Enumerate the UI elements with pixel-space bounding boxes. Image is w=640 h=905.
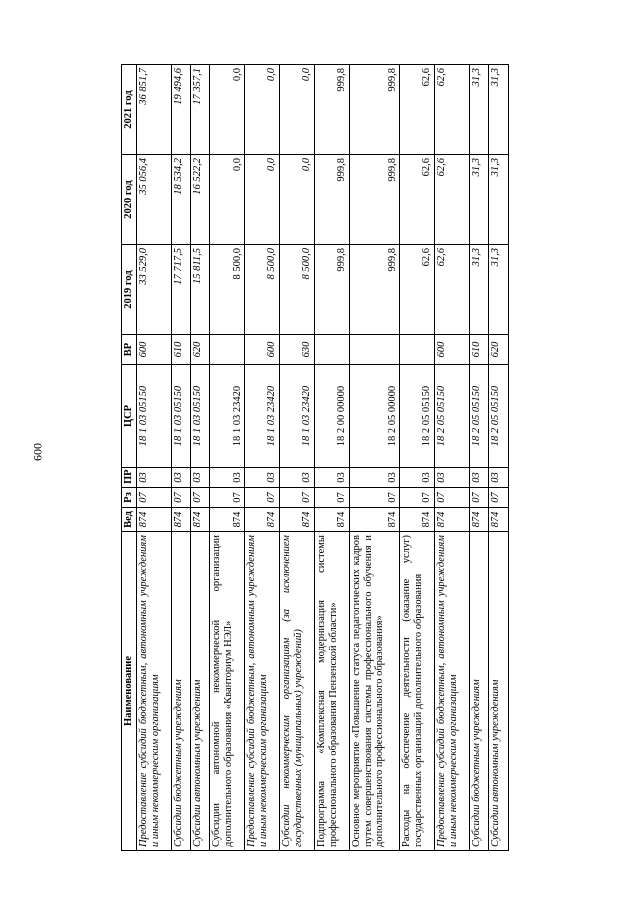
- row-2020: 62,6: [400, 155, 435, 245]
- row-rz: 07: [470, 488, 489, 508]
- header-pr: ПР: [122, 468, 137, 488]
- row-ved: 874: [489, 508, 509, 532]
- row-pr: 03: [349, 468, 399, 488]
- table-row: [171, 65, 190, 851]
- row-2020: 0,0: [245, 155, 280, 245]
- row-rz: 07: [280, 488, 315, 508]
- row-2020: 0,0: [280, 155, 315, 245]
- row-2021: 999,8: [349, 65, 399, 155]
- row-2021: 31,3: [470, 65, 489, 155]
- row-ved: 874: [470, 508, 489, 532]
- row-csr: 18 1 03 23420: [210, 365, 245, 468]
- row-csr: 18 2 05 05150: [435, 365, 470, 468]
- row-ved: 874: [191, 508, 210, 532]
- row-vr: 620: [191, 335, 210, 365]
- row-csr: 18 1 03 23420: [280, 365, 315, 468]
- row-2020: 0,0: [210, 155, 245, 245]
- row-rz: 07: [435, 488, 470, 508]
- table-row: [489, 65, 509, 851]
- row-rz: 07: [245, 488, 280, 508]
- row-name: Субсидии автономным учреждениям: [489, 532, 509, 851]
- row-vr: [349, 335, 399, 365]
- row-2019: 31,3: [470, 245, 489, 335]
- table-row: [349, 65, 399, 851]
- row-2019: 999,8: [315, 245, 350, 335]
- row-2020: 999,8: [349, 155, 399, 245]
- row-rz: 07: [315, 488, 350, 508]
- row-2019: 999,8: [349, 245, 399, 335]
- row-name: Расходы на обеспечение деятельности (оказание услуг) государственных организаций дополнительного образования: [400, 532, 435, 851]
- row-vr: 610: [470, 335, 489, 365]
- header-2020: 2020 год: [122, 155, 137, 245]
- row-ved: 874: [315, 508, 350, 532]
- budget-table-container: [121, 65, 509, 851]
- row-pr: 03: [245, 468, 280, 488]
- row-csr: 18 2 05 05150: [489, 365, 509, 468]
- header-2019: 2019 год: [122, 245, 137, 335]
- row-vr: 620: [489, 335, 509, 365]
- row-name: Субсидии бюджетным учреждениям: [470, 532, 489, 851]
- row-pr: 03: [489, 468, 509, 488]
- row-name: Подпрограмма «Комплексная модернизация системы профессионального образования Пензенской области»: [315, 532, 350, 851]
- row-pr: 03: [435, 468, 470, 488]
- row-ved: 874: [210, 508, 245, 532]
- row-2019: 62,6: [400, 245, 435, 335]
- row-2020: 16 522,2: [191, 155, 210, 245]
- row-pr: 03: [136, 468, 171, 488]
- row-pr: 03: [280, 468, 315, 488]
- row-csr: 18 1 03 05150: [191, 365, 210, 468]
- row-ved: 874: [435, 508, 470, 532]
- row-csr: 18 2 00 00000: [315, 365, 350, 468]
- row-csr: 18 1 03 05150: [136, 365, 171, 468]
- row-vr: 600: [136, 335, 171, 365]
- row-2021: 36 851,7: [136, 65, 171, 155]
- row-rz: 07: [349, 488, 399, 508]
- row-2021: 62,6: [400, 65, 435, 155]
- header-ved: Вед: [122, 508, 137, 532]
- row-pr: 03: [400, 468, 435, 488]
- table-header-row: [122, 65, 137, 851]
- page-number: 600: [30, 443, 45, 461]
- row-name: Субсидии автономной некоммерческой организации дополнительного образования «Кванториум НЭЛ»: [210, 532, 245, 851]
- row-csr: 18 2 05 05150: [470, 365, 489, 468]
- budget-table: [121, 64, 509, 851]
- table-row: [210, 65, 245, 851]
- row-2019: 15 811,5: [191, 245, 210, 335]
- row-2020: 18 534,2: [171, 155, 190, 245]
- row-2021: 17 357,1: [191, 65, 210, 155]
- row-ved: 874: [349, 508, 399, 532]
- row-2021: 62,6: [435, 65, 470, 155]
- header-rz: Рз: [122, 488, 137, 508]
- header-vr: ВР: [122, 335, 137, 365]
- row-rz: 07: [191, 488, 210, 508]
- row-vr: 630: [280, 335, 315, 365]
- row-2020: 999,8: [315, 155, 350, 245]
- row-vr: [210, 335, 245, 365]
- table-row: [136, 65, 171, 851]
- row-name: Субсидии бюджетным учреждениям: [171, 532, 190, 851]
- row-rz: 07: [489, 488, 509, 508]
- row-csr: 18 2 05 05150: [400, 365, 435, 468]
- row-rz: 07: [210, 488, 245, 508]
- header-name: Наименование: [122, 532, 137, 851]
- row-2019: 31,3: [489, 245, 509, 335]
- row-name: Субсидии некоммерческим организациям (за исключением государственных (муниципальных) учреждений): [280, 532, 315, 851]
- row-ved: 874: [400, 508, 435, 532]
- row-2019: 8 500,0: [210, 245, 245, 335]
- row-vr: 610: [171, 335, 190, 365]
- table-row: [245, 65, 280, 851]
- row-2019: 8 500,0: [245, 245, 280, 335]
- row-2019: 8 500,0: [280, 245, 315, 335]
- table-row: [191, 65, 210, 851]
- table-row: [435, 65, 470, 851]
- row-vr: 600: [435, 335, 470, 365]
- row-2021: 0,0: [245, 65, 280, 155]
- row-pr: 03: [171, 468, 190, 488]
- row-csr: 18 1 03 23420: [245, 365, 280, 468]
- row-2021: 19 494,6: [171, 65, 190, 155]
- row-2021: 999,8: [315, 65, 350, 155]
- row-2021: 0,0: [210, 65, 245, 155]
- row-csr: 18 2 05 00000: [349, 365, 399, 468]
- row-ved: 874: [171, 508, 190, 532]
- row-pr: 03: [315, 468, 350, 488]
- row-name: Предоставление субсидий бюджетным, автономным учреждениям и иным некоммерческим организациям: [435, 532, 470, 851]
- row-name: Субсидии автономным учреждениям: [191, 532, 210, 851]
- row-ved: 874: [136, 508, 171, 532]
- table-row: [280, 65, 315, 851]
- row-2019: 17 717,5: [171, 245, 190, 335]
- row-pr: 03: [210, 468, 245, 488]
- header-2021: 2021 год: [122, 65, 137, 155]
- row-vr: 600: [245, 335, 280, 365]
- row-name: Предоставление субсидий бюджетным, автономным учреждениям и иным некоммерческим организациям: [136, 532, 171, 851]
- row-pr: 03: [191, 468, 210, 488]
- row-name: Основное мероприятие «Повышение статуса педагогических кадров путем совершенствования системы профессионального обучения и дополнительного профессионального образования»: [349, 532, 399, 851]
- table-row: [470, 65, 489, 851]
- row-vr: [400, 335, 435, 365]
- row-rz: 07: [400, 488, 435, 508]
- table-row: [400, 65, 435, 851]
- row-2020: 31,3: [489, 155, 509, 245]
- row-vr: [315, 335, 350, 365]
- row-csr: 18 1 03 05150: [171, 365, 190, 468]
- row-ved: 874: [245, 508, 280, 532]
- row-2019: 62,6: [435, 245, 470, 335]
- row-2020: 62,6: [435, 155, 470, 245]
- table-row: [315, 65, 350, 851]
- row-2021: 31,3: [489, 65, 509, 155]
- row-ved: 874: [280, 508, 315, 532]
- row-rz: 07: [136, 488, 171, 508]
- row-2021: 0,0: [280, 65, 315, 155]
- row-pr: 03: [470, 468, 489, 488]
- row-name: Предоставление субсидий бюджетным, автономным учреждениям и иным некоммерческим организациям: [245, 532, 280, 851]
- row-2020: 31,3: [470, 155, 489, 245]
- row-rz: 07: [171, 488, 190, 508]
- row-2019: 33 529,0: [136, 245, 171, 335]
- header-csr: ЦСР: [122, 365, 137, 468]
- row-2020: 35 056,4: [136, 155, 171, 245]
